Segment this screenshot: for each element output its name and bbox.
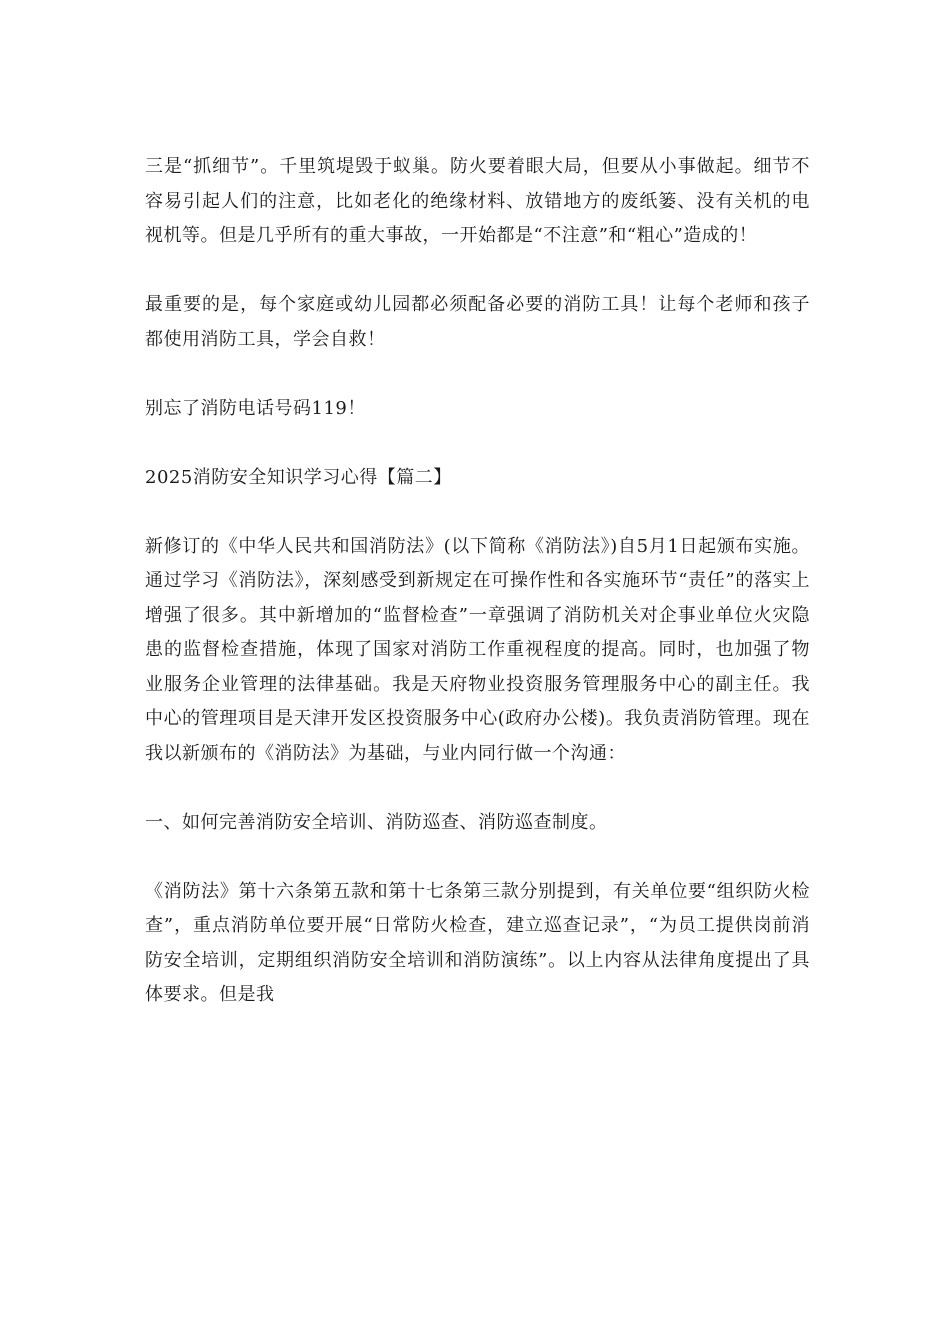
paragraph-details: 三是“抓细节”。千里筑堤毁于蚁巢。防火要着眼大局，但要从小事做起。细节不容易引起人们的注意，比如老化的绝缘材料、放错地方的废纸篓、没有关机的电视机等。但是几乎所有的重大事故，一开始都是“不注意”和“粗心”造成的！ (145, 156, 810, 246)
subsection-heading: 一、如何完善消防安全培训、消防巡查、消防巡查制度。 (145, 811, 608, 833)
document-body (145, 150, 810, 1013)
paragraph-fire-law: 新修订的《中华人民共和国消防法》(以下简称《消防法》)自5月1日起颁布实施。通过学习《消防法》，深刻感受到新规定在可操作性和各实施环节“责任”的落实上增强了很多。其中新增加的“监督检查”一章强调了消防机关对企事业单位火灾隐患的监督检查措施，体现了国家对消防工作重视程度的提高。同时，也加强了物业服务企业管理的法律基础。我是天府物业投资服务管理服务中心的副主任。我中心的管理项目是天津开发区投资服务中心(政府办公楼)。我负责消防管理。现在我以新颁布的《消防法》为基础，与业内同行做一个沟通： (145, 535, 810, 764)
section-heading: 2025消防安全知识学习心得【篇二】 (145, 466, 452, 488)
paragraph-fire-tools: 最重要的是，每个家庭或幼儿园都必须配备必要的消防工具！让每个老师和孩子都使用消防工具，学会自救！ (145, 294, 810, 350)
paragraph-law-articles: 《消防法》第十六条第五款和第十七条第三款分别提到，有关单位要“组织防火检查”，重点消防单位要开展“日常防火检查，建立巡查记录”，“为员工提供岗前消防安全培训，定期组织消防安全培训和消防演练”。以上内容从法律角度提出了具体要求。但是我 (145, 880, 810, 1005)
paragraph-fire-phone: 别忘了消防电话号码119！ (145, 397, 366, 419)
